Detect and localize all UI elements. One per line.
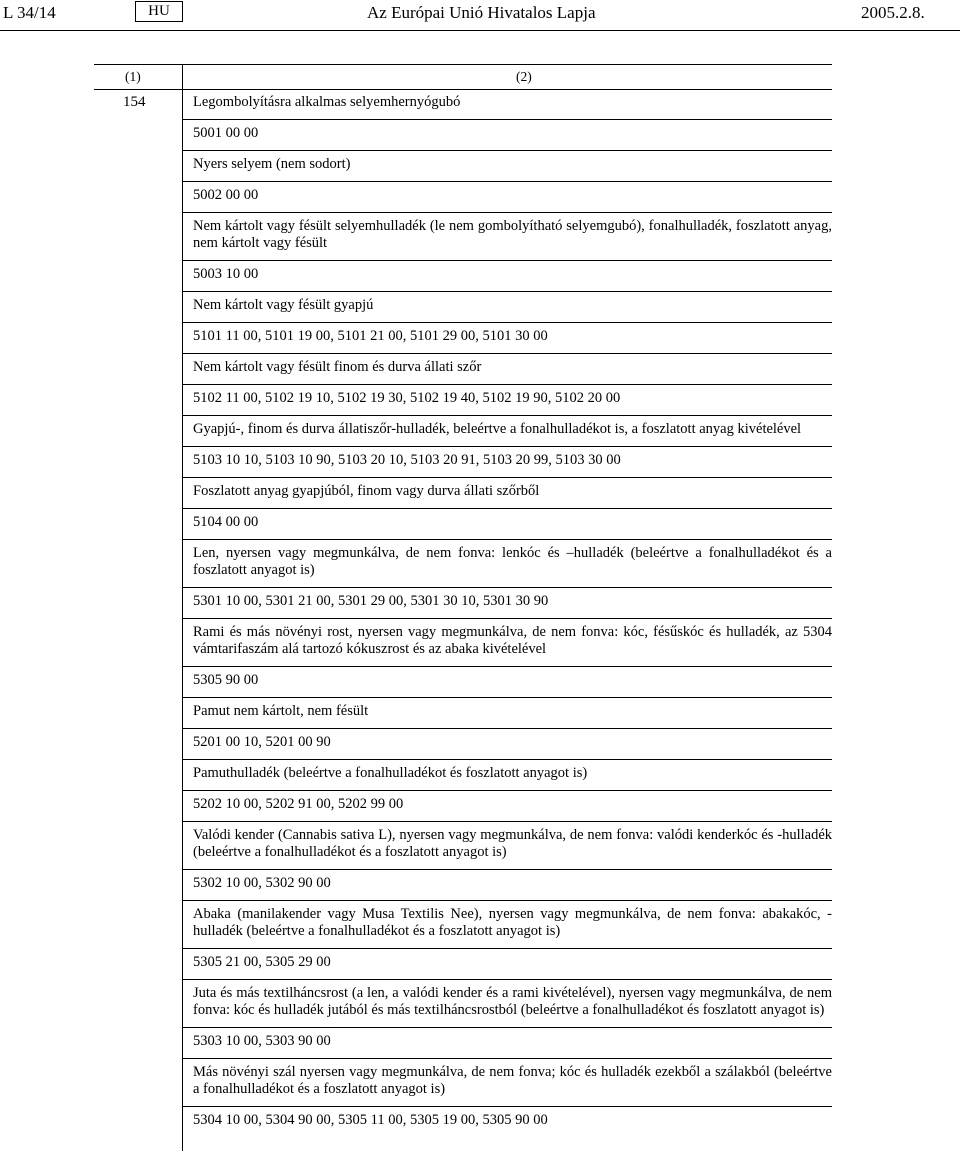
entries-column <box>182 89 832 1137</box>
list-item: Nem kártolt vagy fésült gyapjú <box>182 292 832 323</box>
list-item: 5304 10 00, 5304 90 00, 5305 11 00, 5305 19 00, 5305 90 00 <box>193 1112 548 1128</box>
page-header <box>0 0 960 31</box>
list-item: Legombolyításra alkalmas selyemhernyógubó <box>182 89 832 120</box>
list-item: 5201 00 10, 5201 00 90 <box>182 729 832 760</box>
list-item: Gyapjú-, finom és durva állatiszőr-hulladék, beleértve a fonalhulladékot is, a foszlatott anyag kivételével <box>182 416 832 447</box>
list-item: 5003 10 00 <box>182 261 832 292</box>
list-item: 5002 00 00 <box>182 182 832 213</box>
column-header-row <box>94 64 832 90</box>
list-item: 5303 10 00, 5303 90 00 <box>182 1028 832 1059</box>
row-number: 154 <box>123 94 146 110</box>
list-item: 5301 10 00, 5301 21 00, 5301 29 00, 5301 30 10, 5301 30 90 <box>182 588 832 619</box>
list-item: 5305 21 00, 5305 29 00 <box>182 949 832 980</box>
list-item: 5104 00 00 <box>182 509 832 540</box>
list-item: Pamut nem kártolt, nem fésült <box>182 698 832 729</box>
publication-date: 2005.2.8. <box>861 3 925 22</box>
list-item: Nyers selyem (nem sodort) <box>182 151 832 182</box>
list-item: Foszlatott anyag gyapjúból, finom vagy durva állati szőrből <box>182 478 832 509</box>
list-item: Len, nyersen vagy megmunkálva, de nem fonva: lenkóc és –hulladék (beleértve a fonalhulladékot és a foszlatott anyagot is) <box>182 540 832 588</box>
list-item: Nem kártolt vagy fésült finom és durva állati szőr <box>182 354 832 385</box>
list-item: 5103 10 10, 5103 10 90, 5103 20 10, 5103 20 91, 5103 20 99, 5103 30 00 <box>182 447 832 478</box>
list-item: Juta és más textilháncsrost (a len, a valódi kender és a rami kivételével), nyersen vagy megmunkálva, de nem fonva: kóc és hulladék jutából és más textilháncsrostból (beleértve a fonalhulladékot és foszlatott anyagot is) <box>182 980 832 1028</box>
list-item: 5001 00 00 <box>182 120 832 151</box>
list-item: 5102 11 00, 5102 19 10, 5102 19 30, 5102 19 40, 5102 19 90, 5102 20 00 <box>182 385 832 416</box>
column-2-label: (2) <box>516 69 532 84</box>
journal-title: Az Európai Unió Hivatalos Lapja <box>367 3 596 22</box>
list-item: 5202 10 00, 5202 91 00, 5202 99 00 <box>182 791 832 822</box>
page-reference: L 34/14 <box>3 3 56 22</box>
list-item: Nem kártolt vagy fésült selyemhulladék (le nem gombolyítható selyemgubó), fonalhulladék, foszlatott anyag, nem kártolt vagy fésült <box>182 213 832 261</box>
column-1-label: (1) <box>125 69 141 84</box>
list-item: Abaka (manilakender vagy Musa Textilis Nee), nyersen vagy megmunkálva, de nem fonva: abakakóc, -hulladék (beleértve a fonalhulladékot és a foszlatott anyagot is) <box>182 901 832 949</box>
language-badge: HU <box>135 1 183 22</box>
list-item: 5302 10 00, 5302 90 00 <box>182 870 832 901</box>
list-item: Pamuthulladék (beleértve a fonalhulladékot és foszlatott anyagot is) <box>182 760 832 791</box>
list-item: 5305 90 00 <box>182 667 832 698</box>
list-item: 5101 11 00, 5101 19 00, 5101 21 00, 5101 29 00, 5101 30 00 <box>182 323 832 354</box>
list-item: Más növényi szál nyersen vagy megmunkálva, de nem fonva; kóc és hulladék ezekből a szálakból (beleértve a fonalhulladékot és a foszlatott anyagot is) <box>182 1059 832 1107</box>
list-item: Valódi kender (Cannabis sativa L), nyersen vagy megmunkálva, de nem fonva: valódi kenderkóc és -hulladék (beleértve a fonalhulladékot és a foszlatott anyagot is) <box>182 822 832 870</box>
list-item: Rami és más növényi rost, nyersen vagy megmunkálva, de nem fonva: kóc, fésűskóc és hulladék, az 5304 vámtarifaszám alá tartozó kókuszrost és az abaka kivételével <box>182 619 832 667</box>
